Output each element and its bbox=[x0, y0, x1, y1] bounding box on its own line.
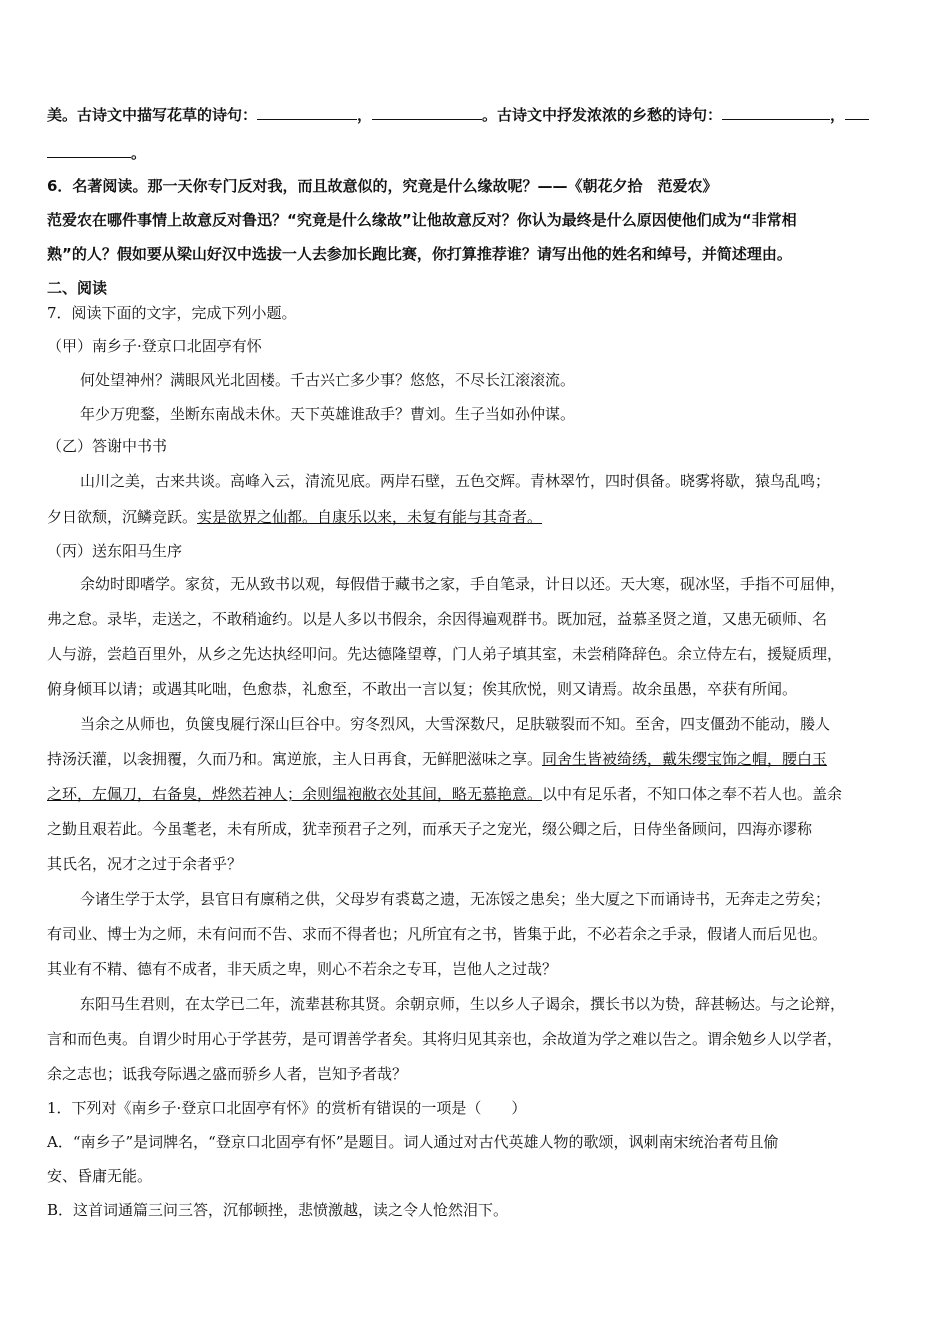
text-span: 余之志也；诋我夸际遇之盛而骄乡人者，岂知予者哉？ bbox=[47, 1065, 408, 1083]
text-line bbox=[47, 679, 907, 699]
text-line bbox=[47, 1064, 907, 1084]
text-span: （丙）送东阳马生序 bbox=[47, 542, 183, 560]
text-span: 年少万兜鍪，坐断东南战未休。天下英雄谁敌手？曹刘。生子当如孙仲谋。 bbox=[80, 405, 576, 423]
text-line bbox=[47, 1132, 907, 1152]
text-span: 当余之从师也，负箧曳屣行深山巨谷中。穷冬烈风，大雪深数尺，足肤皲裂而不知。至舍，四支僵劲不能动，媵人 bbox=[80, 715, 831, 733]
text-line bbox=[47, 244, 907, 264]
text-line bbox=[47, 819, 907, 839]
answer-blank bbox=[257, 105, 357, 120]
text-span: 其氏名，况才之过于余者乎？ bbox=[47, 855, 243, 873]
text-span: ， bbox=[357, 106, 373, 124]
text-span: 以中有足乐者，不知口体之奉不若人也。盖余 bbox=[542, 785, 843, 803]
text-line bbox=[80, 574, 907, 594]
text-span: 熟”的人？假如要从梁山好汉中选拔一人去参加长跑比赛，你打算推荐谁？请写出他的姓名和绰号，并简述理由。 bbox=[47, 245, 792, 263]
underlined-text: 实是欲界之仙都。自康乐以来，未复有能与其奇者。 bbox=[197, 508, 543, 526]
text-line bbox=[47, 210, 907, 230]
answer-blank bbox=[722, 105, 830, 120]
text-line bbox=[80, 404, 907, 424]
text-span: 7．阅读下面的文字，完成下列小题。 bbox=[47, 304, 297, 322]
text-span: 何处望神州？满眼风光北固楼。千古兴亡多少事？悠悠，不尽长江滚滚流。 bbox=[80, 371, 576, 389]
text-line bbox=[47, 105, 907, 125]
text-span: 二、阅读 bbox=[47, 279, 108, 297]
text-span: 美。古诗文中描写花草的诗句： bbox=[47, 106, 258, 124]
text-line bbox=[47, 924, 907, 944]
text-line bbox=[47, 854, 907, 874]
text-span: 俯身倾耳以请；或遇其叱咄，色愈恭，礼愈至，不敢出一言以复；俟其欣悦，则又请焉。故余虽愚，卒获有所闻。 bbox=[47, 680, 798, 698]
text-line bbox=[47, 541, 907, 561]
text-line bbox=[80, 370, 907, 390]
text-span: 安、昏庸无能。 bbox=[47, 1167, 153, 1185]
text-span: （甲）南乡子·登京口北固亭有怀 bbox=[47, 337, 262, 355]
text-line bbox=[47, 143, 907, 163]
text-span: 1．下列对《南乡子·登京口北固亭有怀》的赏析有错误的一项是（ ） bbox=[47, 1099, 527, 1117]
answer-blank bbox=[47, 143, 131, 158]
text-span: 持汤沃灌，以衾拥覆，久而乃和。寓逆旅，主人日再食，无鲜肥滋味之享。 bbox=[47, 750, 543, 768]
text-span: 6．名著阅读。那一天你专门反对我，而且故意似的，究竟是什么缘故呢？——《朝花夕拾 范爱农》 bbox=[47, 177, 718, 195]
text-span: 东阳马生君则，在太学已二年，流辈甚称其贤。余朝京师，生以乡人子谒余，撰长书以为贽，辞甚畅达。与之论辩， bbox=[80, 995, 846, 1013]
underlined-text: 同舍生皆被绮绣，戴朱缨宝饰之帽，腰白玉 bbox=[542, 750, 828, 768]
text-span: A．“南乡子”是词牌名，“登京口北固亭有怀”是题目。词人通过对古代英雄人物的歌颂，讽刺南宋统治者苟且偷 bbox=[47, 1133, 779, 1151]
text-span: 余幼时即嗜学。家贫，无从致书以观，每假借于藏书之家，手自笔录，计日以还。天大寒，砚冰坚，手指不可屈伸， bbox=[80, 575, 846, 593]
text-line bbox=[47, 303, 907, 323]
text-line bbox=[47, 749, 907, 769]
answer-blank bbox=[372, 105, 482, 120]
underlined-text: 之环，左佩刀，右备臭，烨然若神人；余则缊袍敝衣处其间，略无慕艳意。 bbox=[47, 785, 543, 803]
text-span: B．这首词通篇三问三答，沉郁顿挫，悲愤激越，读之令人怆然泪下。 bbox=[47, 1201, 509, 1219]
text-line bbox=[47, 507, 907, 527]
text-line bbox=[80, 471, 907, 491]
text-line bbox=[80, 994, 907, 1014]
text-line bbox=[47, 1029, 907, 1049]
text-span: 之勤且艰若此。今虽耄老，未有所成，犹幸预君子之列，而承天子之宠光，缀公卿之后，日侍坐备顾问，四海亦谬称 bbox=[47, 820, 813, 838]
text-line bbox=[47, 784, 907, 804]
text-span: 有司业、博士为之师，未有问而不告、求而不得者也；凡所宜有之书，皆集于此，不必若余之手录，假诸人而后见也。 bbox=[47, 925, 828, 943]
text-span: 山川之美，古来共谈。高峰入云，清流见底。两岸石壁，五色交辉。青林翠竹，四时俱备。晓雾将歇，猿鸟乱鸣； bbox=[80, 472, 831, 490]
text-span: 今诸生学于太学，县官日有廪稍之供，父母岁有裘葛之遗，无冻馁之患矣；坐大厦之下而诵诗书，无奔走之劳矣； bbox=[80, 890, 831, 908]
text-span: 。 bbox=[131, 144, 147, 162]
text-line bbox=[47, 278, 907, 298]
text-line bbox=[80, 889, 907, 909]
text-line bbox=[47, 1166, 907, 1186]
answer-blank bbox=[845, 105, 869, 120]
text-line bbox=[47, 609, 907, 629]
text-span: 。古诗文中抒发浓浓的乡愁的诗句： bbox=[482, 106, 723, 124]
text-span: 弗之怠。录毕，走送之，不敢稍逾约。以是人多以书假余，余因得遍观群书。既加冠，益慕圣贤之道，又患无硕师、名 bbox=[47, 610, 828, 628]
text-line bbox=[47, 336, 907, 356]
text-line bbox=[47, 176, 907, 196]
text-line bbox=[47, 644, 907, 664]
text-span: ， bbox=[830, 106, 846, 124]
text-line bbox=[80, 714, 907, 734]
text-span: 人与游，尝趋百里外，从乡之先达执经叩问。先达德隆望尊，门人弟子填其室，未尝稍降辞色。余立侍左右，援疑质理， bbox=[47, 645, 843, 663]
text-span: 夕日欲颓，沉鳞竞跃。 bbox=[47, 508, 198, 526]
text-span: 言和而色夷。自谓少时用心于学甚劳，是可谓善学者矣。其将归见其亲也，余故道为学之难以告之。谓余勉乡人以学者， bbox=[47, 1030, 843, 1048]
text-line bbox=[47, 1200, 907, 1220]
text-span: 其业有不精、德有不成者，非天质之卑，则心不若余之专耳，岂他人之过哉？ bbox=[47, 960, 558, 978]
text-line bbox=[47, 959, 907, 979]
text-span: 范爱农在哪件事情上故意反对鲁迅？“究竟是什么缘故”让他故意反对？你认为最终是什么原因使他们成为“非常相 bbox=[47, 211, 797, 229]
text-line bbox=[47, 1098, 907, 1118]
text-span: （乙）答谢中书书 bbox=[47, 437, 168, 455]
text-line bbox=[47, 436, 907, 456]
